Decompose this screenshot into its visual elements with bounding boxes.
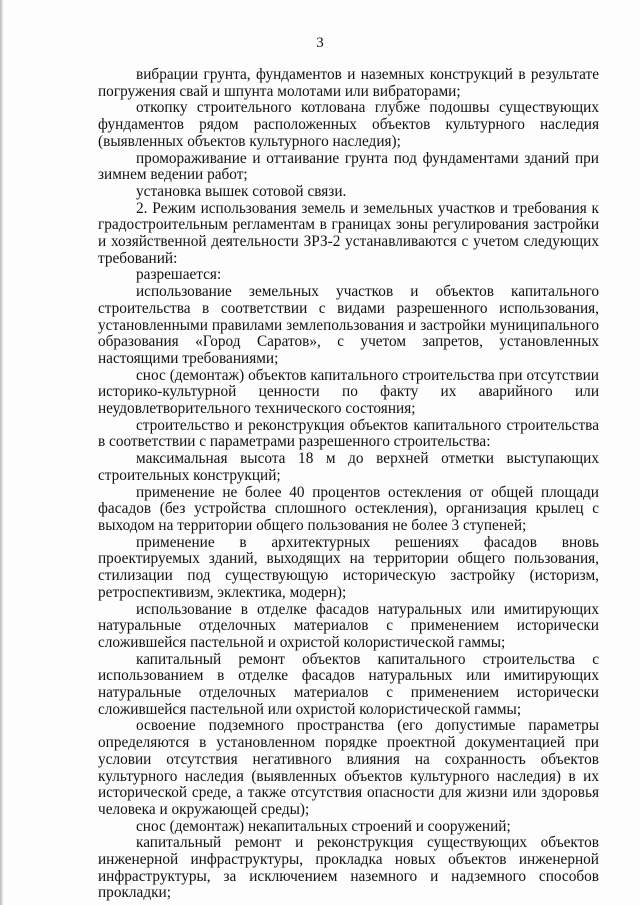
paragraph-soil-vibration: вибрации грунта, фундаментов и наземных конструкций в результате погружения свай и шпунта молотами или вибраторами;: [98, 66, 599, 100]
paragraph-glazing: применение не более 40 процентов остекления от общей площади фасадов (без устройства сплошного остекления), организация крылец с выходом на территории общего пользования не более 3 ступеней;: [98, 483, 599, 534]
paragraph-facade-style: применение в архитектурных решениях фасадов вновь проектируемых зданий, выходящих на территории общего пользования, стилизации под существующую историческую застройку (историзм, ретроспективизм, эклектика, модерн);: [98, 533, 599, 601]
paragraph-ground-freezing: промораживание и оттаивание грунта под фундаментами зданий при зимнем ведении работ;: [98, 149, 599, 184]
paragraph-underground: освоение подземного пространства (его допустимые параметры определяются в установленном порядке проектной документацией при условии отсутствия негативного влияния на сохранность объектов культурного наследия (выявленных объектов культурного наследия) в их исторической среде, а также отсутствия опасности для жизни или здоровья человека и окружающей среды);: [98, 717, 599, 818]
paragraph-capital-repair: капитальный ремонт объектов капитального строительства с использованием в отделке фасадов натуральных или имитирующих натуральные отделочных материалов с применением исторически сложившейся пастельной или охристой колористической гаммы;: [98, 650, 599, 718]
paragraph-permitted-heading: разрешается:: [136, 266, 222, 284]
paragraph-construction: строительство и реконструкция объектов капитального строительства в соответствии с параметрами разрешенного строительства:: [98, 416, 599, 451]
scan-edge: [0, 0, 3, 905]
document-body: [98, 67, 599, 902]
paragraph-infrastructure: капитальный ремонт и реконструкция существующих объектов инженерной инфраструктуры, прокладка новых объектов инженерной инфраструктуры, за исключением наземного и надземного способов прокладки;: [98, 834, 599, 902]
paragraph-cell-towers: установка вышек сотовой связи.: [136, 182, 347, 200]
paragraph-zrz2-regime: 2. Режим использования земель и земельных участков и требования к градостроительным регламентам в границах зоны регулирования застройки и хозяйственной деятельности ЗРЗ-2 устанавливаются с учетом следующих требований:: [98, 199, 599, 267]
paragraph-pit-excavation: откопку строительного котлована глубже подошвы существующих фундаментов рядом расположенных объектов культурного наследия (выявленных объектов культурного наследия);: [98, 99, 599, 150]
paragraph-max-height: максимальная высота 18 м до верхней отметки выступающих строительных конструкций;: [98, 450, 599, 484]
paragraph-facade-materials: использование в отделке фасадов натуральных или имитирующих натуральные отделочных материалов с применением исторически сложившейся пастельной и охристой колористической гаммы;: [98, 600, 599, 651]
paragraph-land-use: использование земельных участков и объектов капитального строительства в соответствии с видами разрешенного использования, установленными правилами землепользования и застройки муниципального образования «Город Саратов», с учетом запретов, установленных настоящими требованиями;: [98, 283, 599, 367]
paragraph-temporary-demolition: снос (демонтаж) некапитальных строений и сооружений;: [136, 817, 511, 835]
paragraph-demolition: снос (демонтаж) объектов капитального строительства при отсутствии историко-культурной ценности по факту их аварийного или неудовлетворительного технического состояния;: [98, 366, 599, 418]
page-number: 3: [316, 35, 324, 51]
